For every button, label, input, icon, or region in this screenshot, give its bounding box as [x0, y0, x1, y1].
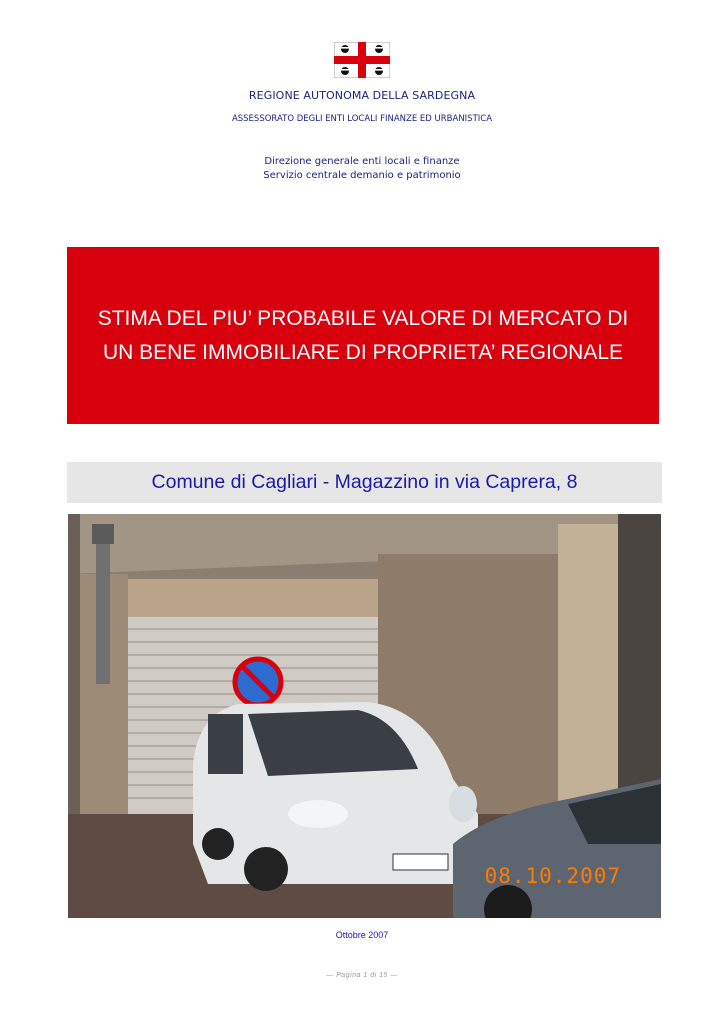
subtitle: Comune di Cagliari - Magazzino in via Caprera, 8 — [151, 471, 578, 493]
document-date: Ottobre 2007 — [335, 930, 389, 940]
service-name: Servizio centrale demanio e patrimonio — [263, 170, 461, 181]
photo-date-stamp: 08.10.2007 — [484, 864, 621, 888]
four-moors-flag-icon — [334, 42, 390, 78]
subtitle-banner — [67, 462, 662, 503]
page-number: — Pagina 1 di 15 — — [326, 972, 398, 979]
title-line-1: STIMA DEL PIU’ PROBABILE VALORE DI MERCATO DI — [97, 306, 629, 330]
department-name: ASSESSORATO DEGLI ENTI LOCALI FINANZE ED URBANISTICA — [231, 114, 493, 124]
region-name: REGIONE AUTONOMA DELLA SARDEGNA — [248, 89, 476, 102]
title-line-2: UN BENE IMMOBILIARE DI PROPRIETA’ REGIONALE — [102, 340, 624, 364]
garage-photo-illustration — [68, 514, 661, 918]
directorate-name: Direzione generale enti locali e finanze — [264, 156, 460, 167]
title-banner — [67, 247, 659, 424]
property-photo — [68, 514, 661, 918]
